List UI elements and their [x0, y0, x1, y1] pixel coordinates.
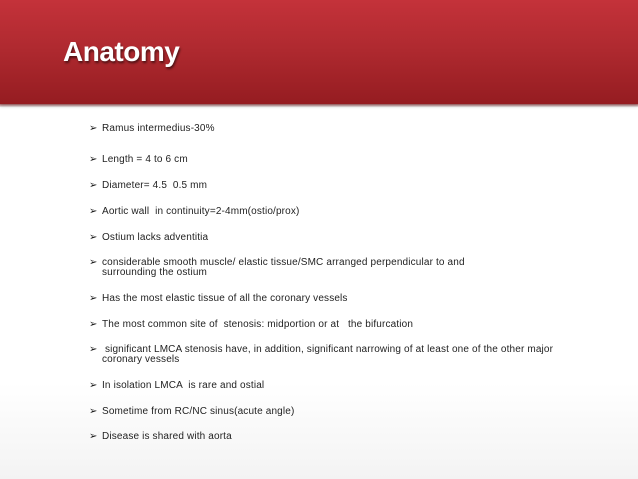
bullet-text: Has the most elastic tissue of all the coronary vessels — [102, 293, 348, 304]
banner-divider — [0, 104, 638, 107]
arrowhead-bullet-icon: ➢ — [89, 232, 98, 243]
arrowhead-bullet-icon: ➢ — [89, 180, 98, 191]
bullet-item — [89, 155, 188, 165]
bullet-text: Ramus intermedius-30% — [102, 123, 215, 134]
bullet-item — [89, 381, 264, 391]
bullet-item — [89, 233, 208, 243]
arrowhead-bullet-icon: ➢ — [89, 431, 98, 442]
bullet-item — [89, 294, 348, 304]
bullet-item — [89, 432, 232, 442]
arrowhead-bullet-icon: ➢ — [89, 293, 98, 304]
arrowhead-bullet-icon: ➢ — [89, 206, 98, 217]
bullet-text: significant LMCA stenosis have, in addition, significant narrowing of at least one of the other major coronary vessels — [102, 344, 557, 365]
bullet-item — [89, 407, 294, 417]
arrowhead-bullet-icon: ➢ — [89, 154, 98, 165]
bullet-item — [89, 258, 522, 278]
bullet-text: Aortic wall in continuity=2-4mm(ostio/prox) — [102, 206, 300, 217]
slide-title: Anatomy — [63, 36, 180, 67]
bullet-text: Sometime from RC/NC sinus(acute angle) — [102, 406, 295, 417]
bullet-text: considerable smooth muscle/ elastic tissue/SMC arranged perpendicular to and surrounding the ostium — [102, 257, 468, 278]
bullet-text: The most common site of stenosis: midportion or at the bifurcation — [102, 319, 414, 330]
arrowhead-bullet-icon: ➢ — [89, 319, 98, 330]
bullet-text: Disease is shared with aorta — [102, 431, 232, 442]
bullet-item — [89, 345, 562, 365]
bullet-item — [89, 207, 300, 217]
bullet-text: Diameter= 4.5 0.5 mm — [102, 180, 208, 191]
arrowhead-bullet-icon: ➢ — [89, 257, 98, 268]
bullet-text: In isolation LMCA is rare and ostial — [102, 380, 265, 391]
bullet-item — [89, 124, 215, 134]
arrowhead-bullet-icon: ➢ — [89, 344, 98, 355]
arrowhead-bullet-icon: ➢ — [89, 123, 98, 134]
bullet-text: Length = 4 to 6 cm — [102, 154, 188, 165]
bullet-item — [89, 181, 207, 191]
bullet-item — [89, 320, 413, 330]
arrowhead-bullet-icon: ➢ — [89, 380, 98, 391]
bullet-text: Ostium lacks adventitia — [102, 232, 209, 243]
arrowhead-bullet-icon: ➢ — [89, 406, 98, 417]
